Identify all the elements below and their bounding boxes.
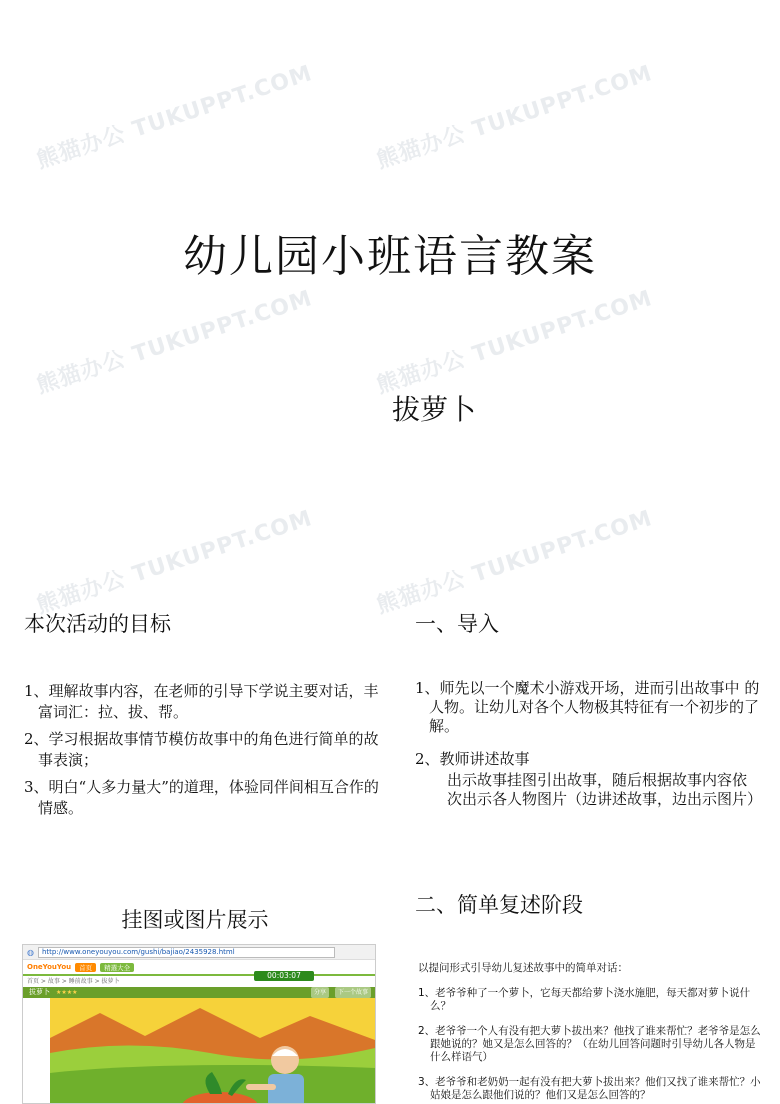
goal-item: 3、明白“人多力量大”的道理，体验同伴间相互合作的情感。 (24, 778, 379, 817)
watermark: 熊猫办公 TUKUPPT.COM (33, 506, 316, 619)
globe-icon: ◍ (27, 947, 34, 957)
review-lead: 以提问形式引导幼儿复述故事中的简单对话： (418, 962, 628, 974)
story-title: 拔萝卜 (29, 988, 50, 996)
page-subtitle: 拔萝卜 (392, 393, 477, 426)
watermark: 熊猫办公 TUKUPPT.COM (33, 286, 316, 399)
intro-heading: 一、导入 (415, 612, 499, 636)
share-button: 分享 (311, 987, 329, 998)
story-illustration (50, 998, 375, 1104)
review-question: 2、老爷爷一个人有没有把大萝卜拔出来？他找了谁来帮忙？老爷爷是怎么跟她说的？她又是怎么回答的？（在幼儿回答问题时引导幼儿各人物是什么样语气） (418, 1025, 761, 1063)
intro-list (415, 679, 763, 823)
review-heading: 二、简单复述阶段 (415, 893, 583, 917)
watermark: 熊猫办公 TUKUPPT.COM (373, 61, 656, 174)
story-timer: 00:03:07 (254, 971, 314, 981)
intro-item-title: 2、教师讲述故事 (415, 750, 530, 768)
next-story-button: 下一个故事 (335, 987, 371, 998)
show-heading: 挂图或图片展示 (121, 908, 269, 932)
page-title: 幼儿园小班语言教案 (183, 231, 597, 282)
goal-item: 1、理解故事内容，在老师的引导下学说主要对话，丰富词汇：拉、拔、帮。 (24, 682, 379, 721)
url-field: http://www.oneyouyou.com/gushi/bajiao/2435928.html (38, 947, 335, 958)
watermark: 熊猫办公 TUKUPPT.COM (373, 506, 656, 619)
tab-story: 精選大全 (100, 963, 134, 972)
goals-list (24, 681, 379, 825)
goal-item: 2、学习根据故事情节模仿故事中的角色进行简单的故事表演； (24, 730, 379, 769)
goals-heading: 本次活动的目标 (24, 612, 171, 636)
site-logo: OneYouYou (27, 963, 72, 971)
intro-item-detail: 出示故事挂图引出故事，随后根据故事内容依次出示各人物图片（边讲述故事，边出示图片） (447, 771, 763, 808)
browser-url-bar (23, 945, 375, 960)
tab-home: 首页 (75, 963, 96, 972)
review-text (418, 962, 763, 1102)
intro-item (415, 750, 763, 809)
breadcrumb: 首页 > 故事 > 睡前故事 > 拔萝卜 (27, 978, 120, 985)
story-title-bar (23, 987, 375, 998)
star-rating-icon: ★★★★ (56, 989, 78, 996)
review-question: 1、老爷爷种了一个萝卜，它每天都给萝卜浇水施肥，每天都对萝卜说什么？ (418, 987, 751, 1012)
intro-item: 1、师先以一个魔术小游戏开场，进而引出故事中 的人物。让幼儿对各个人物极其特征有一个初步的了解。 (415, 679, 760, 735)
watermark: 熊猫办公 TUKUPPT.COM (373, 286, 656, 399)
review-question: 3、老爷爷和老奶奶一起有没有把大萝卜拔出来？他们又找了谁来帮忙？小姑娘是怎么跟他们说的？他们又是怎么回答的？ (418, 1076, 761, 1101)
site-navbar (23, 960, 375, 976)
watermark: 熊猫办公 TUKUPPT.COM (33, 61, 316, 174)
story-screenshot (22, 944, 376, 1104)
